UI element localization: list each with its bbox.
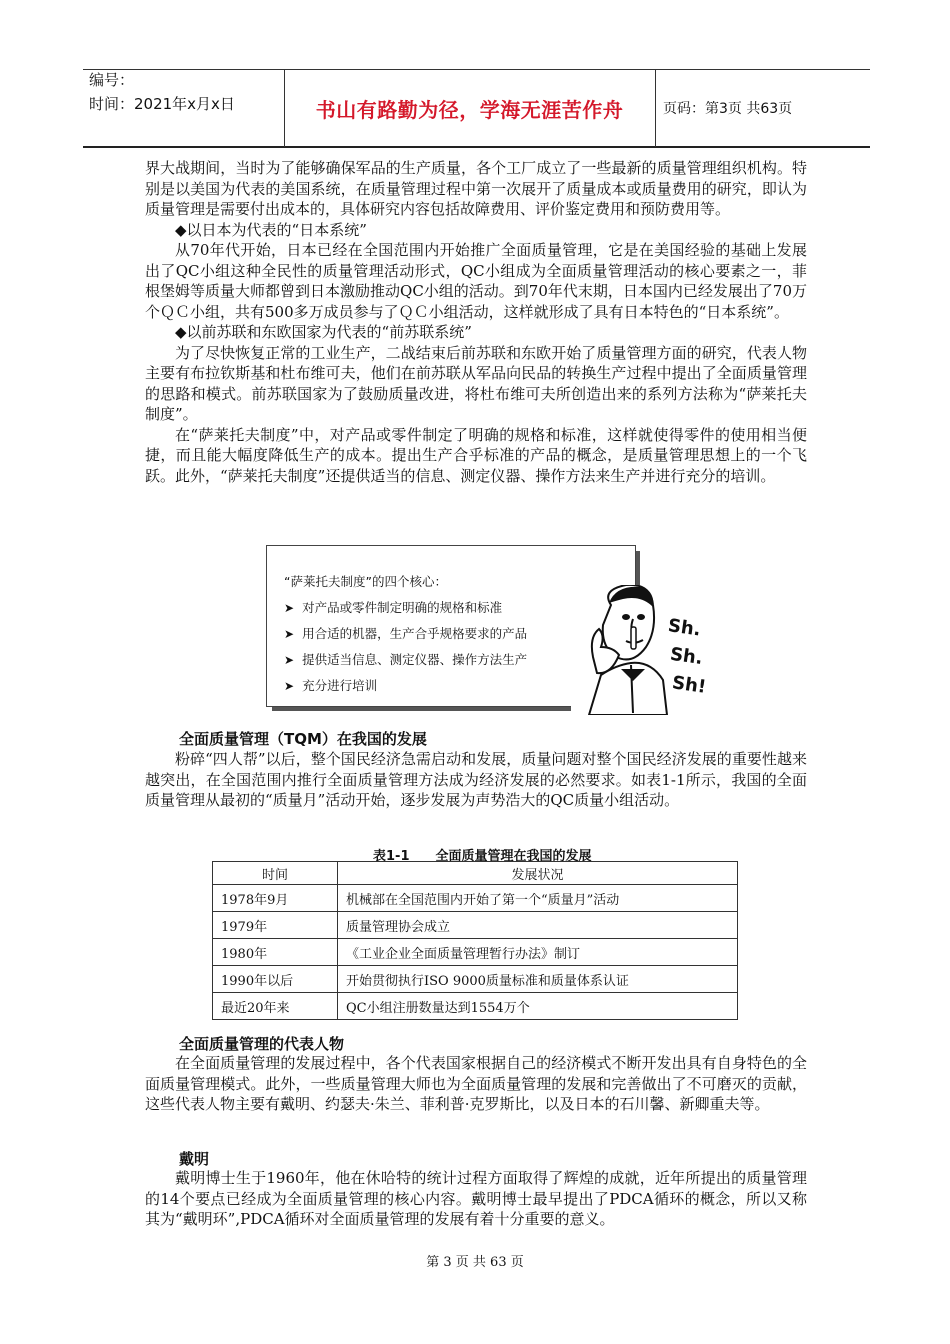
figure-item-text: 对产品或零件制定明确的规格和标准 <box>302 600 503 615</box>
speech-text: Sh. <box>666 615 702 641</box>
paragraph: 为了尽快恢复正常的工业生产，二战结束后前苏联和东欧开始了质量管理方面的研究，代表人物主要有布拉钦斯基和杜布维可夫，他们在前苏联从军品向民品的转换生产过程中提出了全面质量管理的思路和模式。前苏联国家为了鼓励质量改进，将杜布维可夫所创造出来的系列方法称为“萨莱托夫制度”。 <box>145 343 807 423</box>
header-divider <box>655 69 656 147</box>
body-text-top <box>145 158 807 486</box>
paragraph: 粉碎“四人帮”以后，整个国民经济急需启动和发展，质量问题对整个国民经济发展的重要性越来越突出，在全国范围内推行全面质量管理方法成为经济发展的必然要求。如表1-1所示，我国的全面质量管理从最初的“质量月”活动开始，逐步发展为声势浩大的QC质量小组活动。 <box>145 750 807 809</box>
table-row <box>213 912 738 939</box>
body-text <box>145 1053 807 1115</box>
paragraph: 在全面质量管理的发展过程中，各个代表国家根据自己的经济模式不断开发出具有自身特色的全面质量管理模式。此外，一些质量管理大师也为全面质量管理的发展和完善做出了不可磨灭的贡献，这些代表人物主要有戴明、约瑟夫·朱兰、菲利普·克罗斯比，以及日本的石川馨、新卿重夫等。 <box>145 1054 807 1113</box>
saratov-figure <box>266 545 736 715</box>
header-page-label: 页码：第3页 共63页 <box>663 101 793 117</box>
page-header <box>83 69 870 147</box>
column-header: 时间 <box>213 862 338 885</box>
body-text <box>145 1168 807 1230</box>
table-header-row <box>213 862 738 885</box>
paragraph: 在“萨莱托夫制度”中，对产品或零件制定了明确的规格和标准，这样就使得零件的使用相当便捷，而且能大幅度降低生产的成本。提出生产合乎标准的产品的概念，是质量管理思想上的一个飞跃。此外，“萨莱托夫制度”还提供适当的信息、测定仪器、操作方法来生产并进行充分的培训。 <box>145 425 807 485</box>
header-motto: 书山有路勤为径，学海无涯苦作舟 <box>315 97 624 122</box>
section-heading: 全面质量管理（TQM）在我国的发展 <box>179 730 427 748</box>
body-text <box>145 749 807 811</box>
table-cell: 机械部在全国范围内开始了第一个“质量月”活动 <box>338 885 738 912</box>
speech-text: Sh. <box>668 643 705 670</box>
figure-item-text: 用合适的机器，生产合乎规格要求的产品 <box>302 626 528 641</box>
table-cell: 最近20年来 <box>213 993 338 1020</box>
section-heading: 戴明 <box>179 1150 210 1168</box>
table-cell: 1980年 <box>213 939 338 966</box>
shushing-man-illustration <box>571 585 736 715</box>
time-label: 时间：2021年x月x日 <box>89 95 235 113</box>
arrow-icon: ➤ <box>284 627 295 641</box>
table-cell: 1979年 <box>213 912 338 939</box>
table-row <box>213 966 738 993</box>
page-footer: 第 3 页 共 63 页 <box>426 1255 524 1270</box>
table-cell: 1978年9月 <box>213 885 338 912</box>
figure-item-text: 提供适当信息、测定仪器、操作方法生产 <box>302 652 528 667</box>
speech-text: Sh! <box>670 672 708 698</box>
table-cell: QC小组注册数量达到1554万个 <box>338 993 738 1020</box>
table-caption: 表1-1 全面质量管理在我国的发展 <box>373 849 592 864</box>
table-cell: 《工业企业全面质量管理暂行办法》制订 <box>338 939 738 966</box>
arrow-icon: ➤ <box>284 601 295 615</box>
table-cell: 质量管理协会成立 <box>338 912 738 939</box>
arrow-icon: ➤ <box>284 653 295 667</box>
table-row <box>213 993 738 1020</box>
header-meta <box>89 69 235 115</box>
table-row <box>213 939 738 966</box>
section-heading: 全面质量管理的代表人物 <box>179 1035 345 1053</box>
paragraph: 从70年代开始，日本已经在全国范围内开始推广全面质量管理，它是在美国经验的基础上发展出了QC小组这种全民性的质量管理活动形式，QC小组成为全面质量管理活动的核心要素之一，菲根堡姆等质量大师都曾到日本激励推动QC小组的活动。到70年代末期，日本国内已经发展出了70万个ＱＣ小组，共有500多万成员参与了ＱＣ小组活动，这样就形成了具有日本特色的“日本系统”。 <box>145 241 807 321</box>
paragraph: 戴明博士生于1960年，他在休哈特的统计过程方面取得了辉煌的成就，近年所提出的质量管理的14个要点已经成为全面质量管理的核心内容。戴明博士最早提出了PDCA循环的概念，所以又称其为“戴明环”,PDCA循环对全面质量管理的发展有着十分重要的意义。 <box>145 1169 807 1228</box>
bullet-heading-soviet: ◆以前苏联和东欧国家为代表的“前苏联系统” <box>175 323 472 341</box>
table-cell: 1990年以后 <box>213 966 338 993</box>
number-label: 编号： <box>89 71 135 89</box>
bullet-heading-japan: ◆以日本为代表的“日本系统” <box>175 220 367 239</box>
table-row <box>213 885 738 912</box>
figure-item-text: 充分进行培训 <box>302 678 378 693</box>
development-table <box>212 861 738 1020</box>
figure-title: “萨莱托夫制度”的四个核心： <box>284 574 447 589</box>
table-cell: 开始贯彻执行ISO 9000质量标准和质量体系认证 <box>338 966 738 993</box>
column-header: 发展状况 <box>338 862 738 885</box>
arrow-icon: ➤ <box>284 679 295 693</box>
paragraph: 界大战期间，当时为了能够确保军品的生产质量，各个工厂成立了一些最新的质量管理组织机构。特别是以美国为代表的美国系统，在质量管理过程中第一次展开了质量成本或质量费用的研究，即认为质量管理是需要付出成本的，具体研究内容包括故障费用、评价鉴定费用和预防费用等。 <box>145 159 807 218</box>
